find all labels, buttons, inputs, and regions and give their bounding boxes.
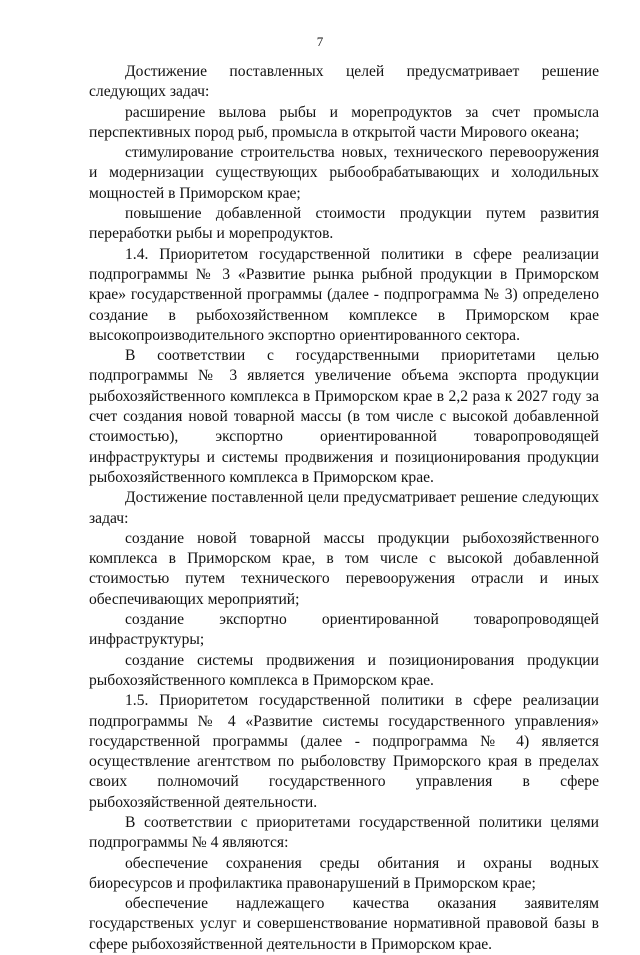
paragraph-section-1-5: 1.5. Приоритетом государственной политики в сфере реализации подпрограммы № 4 «Развитие системы государственного управления» государственной программы (далее - подпрограмма № 4) является осуществление агентством по рыболовству Приморского края в пределах своих полномочий государственного управления в сфере рыбохозяйственной деятельности. [89,692,599,811]
paragraph-task-processing-modernization: стимулирование строительства новых, технического перевооружения и модернизации существующих рыбообрабатывающих и холодильных мощностей в Приморском крае; [89,144,599,202]
paragraph-tasks-intro: Достижение поставленных целей предусматривает решение следующих задач: [89,63,599,101]
paragraph-goal-tasks-intro: Достижение поставленной цели предусматривает решение следующих задач: [89,489,599,527]
paragraph-subprogram-4-goals-intro: В соответствии с приоритетами государственной политики целями подпрограммы № 4 являются: [89,813,599,852]
paragraph-subprogram-3-goal: В соответствии с государственными приоритетами целью подпрограммы № 3 является увеличение объема экспорта продукции рыбохозяйственного комплекса в Приморском крае в 2,2 раза к 2027 году за счет создания новой товарной массы (в том числе с высокой добавленной стоимостью), экспортно ориентированной товаропроводящей инфраструктуры и системы продвижения и позиционирования продукции рыбохозяйственного комплекса в Приморском крае. [89,347,599,486]
paragraph-goal-bioresources-protection: обеспечение сохранения среды обитания и охраны водных биоресурсов и профилактика правонарушений в Приморском крае; [89,854,599,892]
paragraph-task-catch-expansion: расширение вылова рыбы и морепродуктов за счет промысла перспективных пород рыб, промысла в открытой части Мирового океана; [89,103,599,141]
paragraph-goal-public-services: обеспечение надлежащего качества оказания заявителям государственых услуг и совершенствование нормативной правовой базы в сфере рыбохозяйственной деятельности в Приморском крае. [89,895,599,953]
page-number: 7 [316,34,324,49]
paragraph-section-1-4: 1.4. Приоритетом государственной политики в сфере реализации подпрограммы № 3 «Развитие рынка рыбной продукции в Приморском крае» государственной программы (далее - подпрограмма № 3) определено создание в рыбохозяйственном комплексе в Приморском крае высокопроизводительного экспортно ориентированного сектора. [89,245,599,344]
paragraph-task-export-infrastructure: создание экспортно ориентированной товаропроводящей инфраструктуры; [89,611,599,649]
paragraph-task-value-added: повышение добавленной стоимости продукции путем развития переработки рыбы и морепродуктов. [89,205,599,243]
document-body [89,62,599,955]
paragraph-task-promotion-system: создание системы продвижения и позиционирования продукции рыбохозяйственного комплекса в Приморском крае. [89,651,599,689]
paragraph-task-new-commodity-mass: создание новой товарной массы продукции рыбохозяйственного комплекса в Приморском крае, в том числе с высокой добавленной стоимостью путем технического перевооружения отрасли и иных обеспечивающих мероприятий; [89,529,599,608]
